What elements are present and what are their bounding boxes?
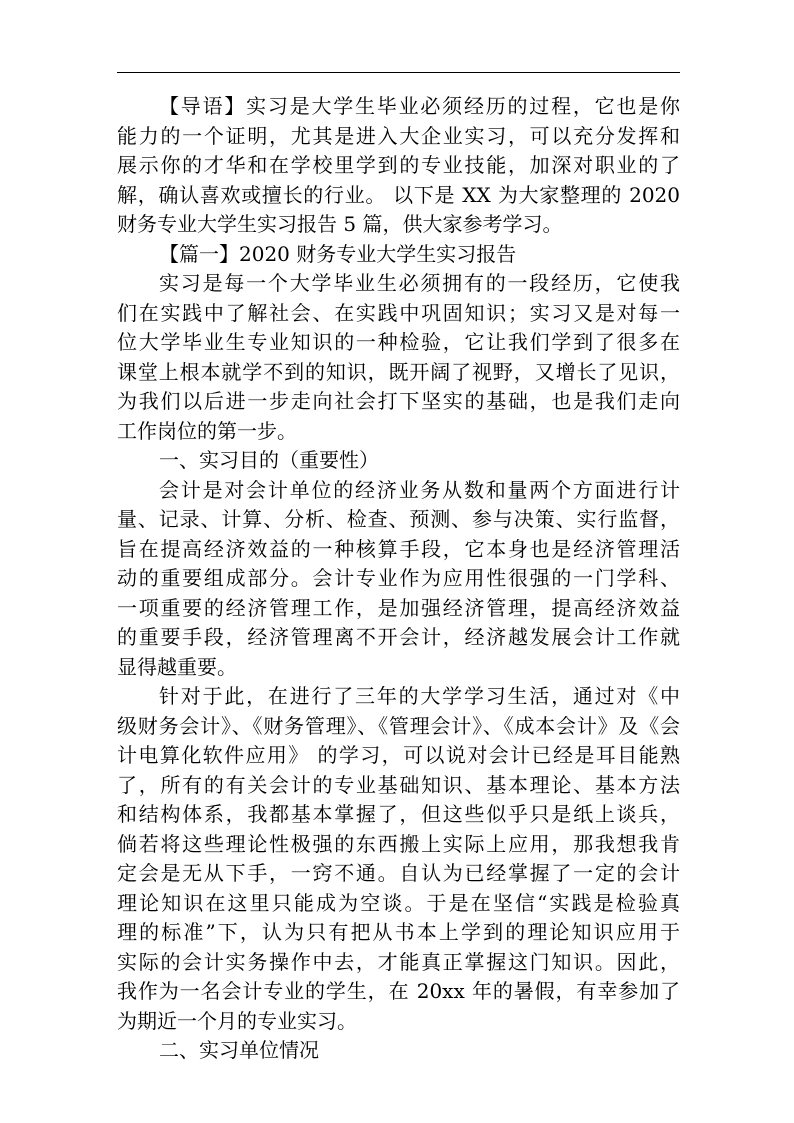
document-body [117,92,680,1066]
text-line: 定会是无从下手，一窍不通。自认为已经掌握了一定的会计 [117,861,680,885]
section-title: 【篇一】2020 财务专业大学生实习报告 [159,241,517,266]
text-line: 旨在提高经济效益的一种核算手段，它本身也是经济管理活 [117,536,680,561]
text-line: 实际的会计实务操作中去，才能真正掌握这门知识。因此， [117,949,680,974]
text-line: 工作岗位的第一步。 [117,418,297,443]
heading-internship-unit: 二、实习单位情况 [159,1038,319,1062]
text-line: 位大学毕业生专业知识的一种检验，它让我们学到了很多在 [117,330,680,354]
text-line: 财务专业大学生实习报告 5 篇，供大家参考学习。 [117,212,563,236]
text-line: 能力的一个证明，尤其是进入大企业实习，可以充分发挥和 [117,123,680,148]
paragraph-2 [117,476,680,683]
text-line: 实习是每一个大学毕业生必须拥有的一段经历，它使我 [159,271,680,295]
text-line: 动的重要组成部分。会计专业作为应用性很强的一门学科、 [117,566,680,590]
text-line: 一项重要的经济管理工作，是加强经济管理，提高经济效益 [117,595,680,620]
header-rule [117,72,680,73]
text-line: 显得越重要。 [117,654,237,679]
text-line: 了，所有的有关会计的专业基础知识、基本理论、基本方法 [117,772,680,797]
text-line: 级财务会计》、《财务管理》、《管理会计》、《成本会计》及《会 [117,713,680,738]
text-line: 为我们以后进一步走向社会打下坚实的基础，也是我们走向 [117,389,680,413]
text-line: 会计是对会计单位的经济业务从数和量两个方面进行计 [159,477,680,502]
text-line: 我作为一名会计专业的学生，在 20xx 年的暑假，有幸参加了 [117,979,680,1003]
paragraph-1 [117,269,680,446]
text-line: 课堂上根本就学不到的知识，既开阔了视野，又增长了见识， [117,359,680,384]
text-line: 为期近一个月的专业实习。 [117,1008,357,1033]
text-line: 解，确认喜欢或擅长的行业。 以下是 XX 为大家整理的 2020 [117,182,680,207]
text-line: 倘若将这些理论性极强的东西搬上实际上应用，那我想我肯 [117,831,680,856]
text-line: 针对于此，在进行了三年的大学学习生活，通过对《中 [159,684,680,708]
text-line: 们在实践中了解社会、在实践中巩固知识；实习又是对每一 [117,300,680,325]
paragraph-3 [117,682,680,1036]
text-line: 量、记录、计算、分析、检查、预测、参与决策、实行监督， [117,507,680,531]
text-line: 理的标准”下，认为只有把从书本上学到的理论知识应用于 [117,920,680,944]
text-line: 理论知识在这里只能成为空谈。于是在坚信“实践是检验真 [117,890,680,915]
heading-internship-purpose: 一、实习目的（重要性） [159,448,379,472]
text-line: 【导语】实习是大学生毕业必须经历的过程，它也是你 [159,94,680,118]
text-line: 和结构体系，我都基本掌握了，但这些似乎只是纸上谈兵， [117,802,680,826]
intro-paragraph [117,92,680,240]
text-line: 展示你的才华和在学校里学到的专业技能，加深对职业的了 [117,153,680,177]
text-line: 计电算化软件应用》 的学习，可以说对会计已经是耳目能熟 [117,743,680,767]
text-line: 的重要手段，经济管理离不开会计，经济越发展会计工作就 [117,625,680,649]
